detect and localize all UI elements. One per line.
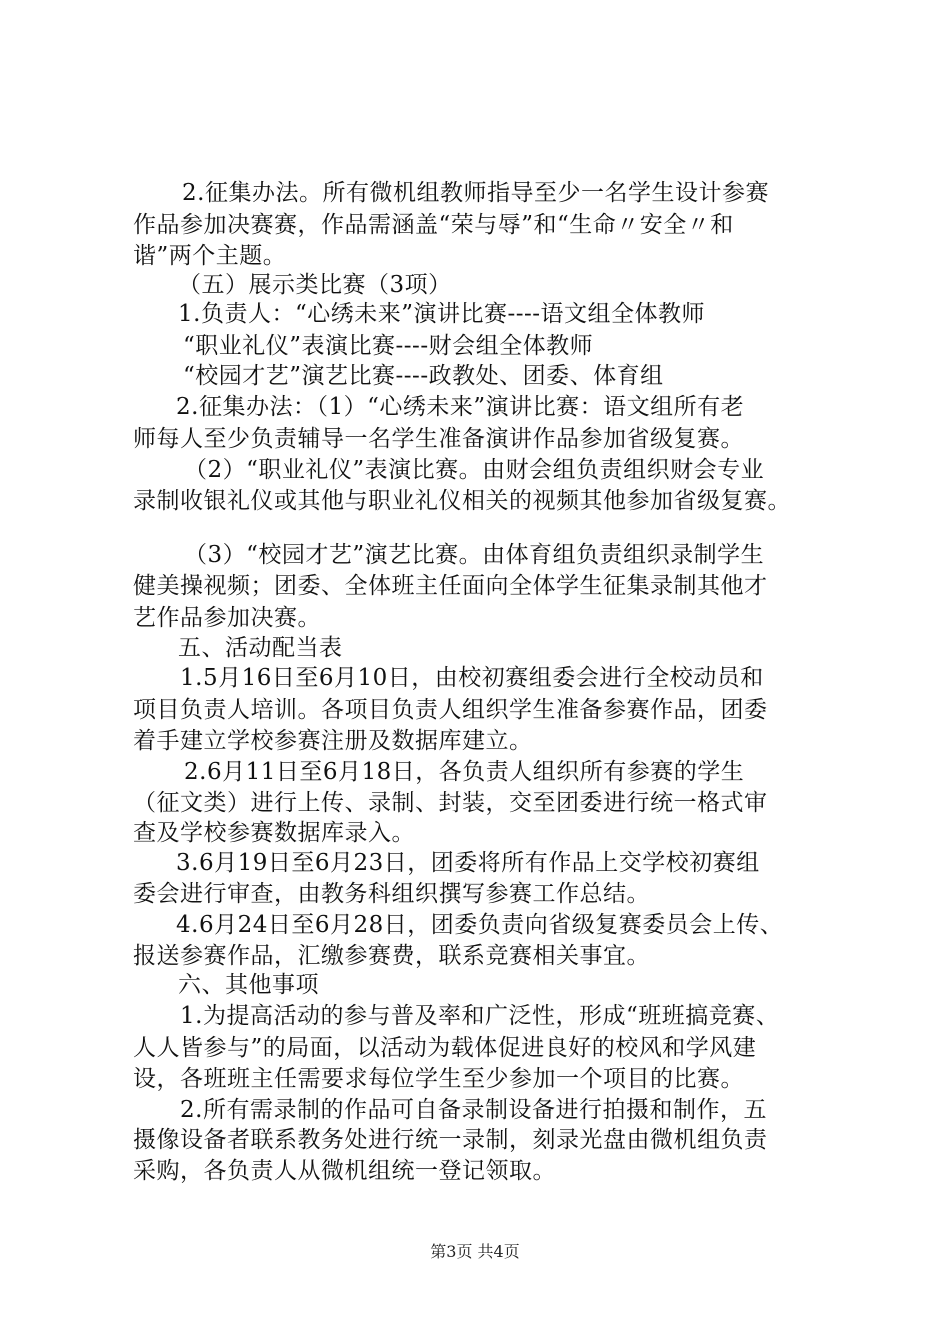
text-line: “职业礼仪”表演比赛----财会组全体教师 bbox=[183, 333, 594, 359]
text-line: （征文类）进行上传、录制、封装，交至团委进行统一格式审 bbox=[133, 790, 768, 816]
page-number-footer: 第3页 共4页 bbox=[430, 1242, 520, 1261]
text-line: 摄像设备者联系教务处进行统一录制，刻录光盘由微机组负责 bbox=[133, 1127, 768, 1153]
text-line: 2.所有需录制的作品可自备录制设备进行拍摄和制作，五 bbox=[180, 1097, 767, 1123]
text-line: 作品参加决赛赛，作品需涵盖“荣与辱”和“生命〃安全〃和 bbox=[133, 212, 734, 238]
text-line: 谐”两个主题。 bbox=[133, 243, 287, 269]
text-line: 项目负责人培训。各项目负责人组织学生准备参赛作品，团委 bbox=[133, 697, 768, 723]
text-line: 4.6月24日至6月28日，团委负责向省级复赛委员会上传、 bbox=[176, 912, 784, 938]
text-line: 健美操视频；团委、全体班主任面向全体学生征集录制其他才 bbox=[133, 573, 768, 599]
text-line: 3.6月19日至6月23日，团委将所有作品上交学校初赛组 bbox=[176, 850, 760, 876]
text-line: 1.5月16日至6月10日，由校初赛组委会进行全校动员和 bbox=[180, 665, 764, 691]
text-line: 录制收银礼仪或其他与职业礼仪相关的视频其他参加省级复赛。 bbox=[133, 488, 791, 514]
text-line: 着手建立学校参赛注册及数据库建立。 bbox=[133, 728, 533, 754]
text-line: 2.征集办法。所有微机组教师指导至少一名学生设计参赛 bbox=[182, 180, 769, 206]
text-line: 师每人至少负责辅导一名学生准备演讲作品参加省级复赛。 bbox=[133, 426, 744, 452]
text-line: 2.6月11日至6月18日，各负责人组织所有参赛的学生 bbox=[184, 759, 745, 785]
text-line: 1.负责人：“心绣未来”演讲比赛----语文组全体教师 bbox=[178, 301, 706, 327]
text-line: 1.为提高活动的参与普及率和广泛性，形成“班班搞竞赛、 bbox=[180, 1003, 780, 1029]
section-heading: 六、其他事项 bbox=[178, 972, 319, 998]
text-line: 人人皆参与”的局面，以活动为载体促进良好的校风和学风建 bbox=[133, 1035, 757, 1061]
text-line: 艺作品参加决赛。 bbox=[133, 605, 321, 631]
text-line: （2）“职业礼仪”表演比赛。由财会组负责组织财会专业 bbox=[184, 457, 765, 483]
text-line: 委会进行审查，由教务科组织撰写参赛工作总结。 bbox=[133, 881, 650, 907]
text-line: 查及学校参赛数据库录入。 bbox=[133, 820, 415, 846]
text-line: 设，各班班主任需要求每位学生至少参加一个项目的比赛。 bbox=[133, 1066, 744, 1092]
text-line: 采购，各负责人从微机组统一登记领取。 bbox=[133, 1158, 556, 1184]
text-line: 2.征集办法：（1）“心绣未来”演讲比赛：语文组所有老 bbox=[176, 394, 745, 420]
text-line: （3）“校园才艺”演艺比赛。由体育组负责组织录制学生 bbox=[184, 542, 765, 568]
text-line: 报送参赛作品，汇缴参赛费，联系竞赛相关事宜。 bbox=[133, 943, 650, 969]
section-heading: 五、活动配当表 bbox=[178, 635, 343, 661]
section-heading: （五）展示类比赛（3项） bbox=[178, 272, 452, 298]
text-line: “校园才艺”演艺比赛----政教处、团委、体育组 bbox=[183, 363, 664, 389]
